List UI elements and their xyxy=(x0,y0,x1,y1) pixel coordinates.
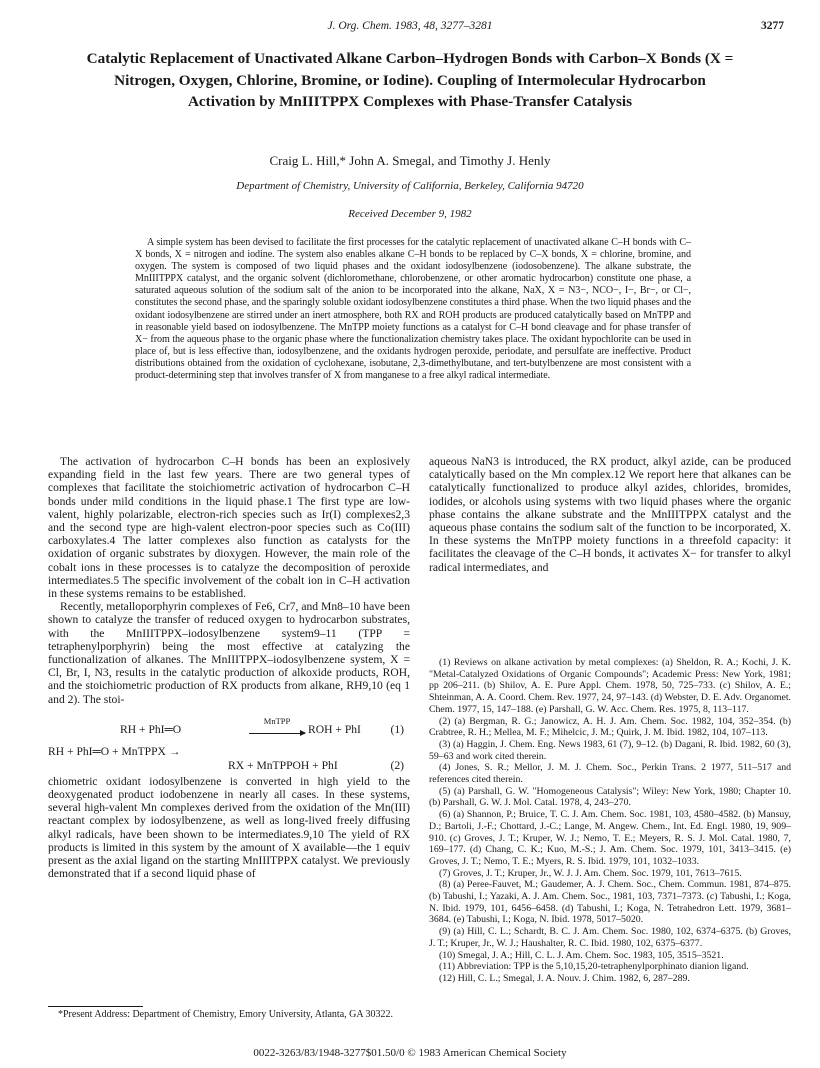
reaction-arrow xyxy=(249,715,305,734)
affiliation: Department of Chemistry, University of California, Berkeley, California 94720 xyxy=(236,180,584,192)
reference-item: (10) Smegal, J. A.; Hill, C. L. J. Am. Chem. Soc. 1983, 105, 3515–3521. xyxy=(439,949,724,961)
body-paragraph-1: The activation of hydrocarbon C–H bonds has been an explosively expanding field in the last few years. There are two general types of complexes that facilitate the stoichiometric activation of hydrocarbon C–H bonds under mild conditions in the liquid phase.1 The first type are low-valent, highly polarizable, electron-rich species such as Ir(I) complexes2,3 and the second type are high-valent electron-poor species such as Co(III) carboxylates.4 The latter complexes also function as catalysts for the oxidation of organic substrates by dioxygen. However, the main role of the cobalt ions in these processes is to catalyze the decomposition of peroxide intermediates.5 The specific involvement of the cobalt ion in C–H activation in these systems remains to be established. xyxy=(48,455,410,601)
equation-2-products: RX + MnTPPOH + PhI xyxy=(228,758,338,772)
equation-1-catalyst: MnTPP xyxy=(263,715,291,726)
reference-item: (9) (a) Hill, C. L.; Schardt, B. C. J. Am. Chem. Soc. 1980, 102, 6374–6375. (b) Groves, J. T.; Kruper, Jr., W. J.; Haushalter, R. C. Ibid. 1980, 102, 6375–6377. xyxy=(429,926,791,949)
equation-2-reactants: RH + PhI═O + MnTPPX → xyxy=(48,744,181,758)
reference-item: (1) Reviews on alkane activation by metal complexes: (a) Sheldon, R. A.; Kochi, J. K. "Metal-Catalyzed Oxidations of Organic Compounds"; Academic Press: New York, 1981; pp 206–211. (b) Shilov, A. E. Pure Appl. Chem. 1978, 50, 725–733. (c) Shilov, A. E.; Shteinman, A. A. Coord. Chem. Rev. 1977, 24, 97–143. (d) Webster, D. E. Adv. Organomet. Chem. 1977, 15, 147–188. (e) Parshall, G. W. Acc. Chem. Res. 1975, 8, 113–117. xyxy=(429,657,791,715)
equation-1-products: ROH + PhI xyxy=(308,722,361,736)
abstract: A simple system has been devised to facilitate the first processes for the catalytic replacement of unactivated alkane C–H bonds with C–X bonds, X = nitrogen and iodine. The system also enables alkane C–H bonds to be replaced by C–X bonds, X = chlorine, bromine, and oxygen. The system is composed of two liquid phases and the oxidant iodosylbenzene (iodosobenzene). The alkane substrate, the MnIIITPPX catalyst, and the organic solvent (dichloromethane, chlorobenzene, or other aromatic hydrocarbon) constitute one phase, a saturated aqueous solution of the sodium salt of the anion to be incorporated into the alkane, NaX, X = N3−, NCO−, I−, Br−, or Cl−, constitutes the second phase, and the sparingly soluble oxidant iodosylbenzene constitutes a third phase. When the two liquid phases and the oxidant iodosylbenzene are stirred under an inert atmosphere, both RX and ROH products are produced catalytically based on MnTPP and in reasonable yield based on iodosylbenzene. The MnTPP moiety functions as a catalyst for C–H bond cleavage and for phase transfer of X− from the aqueous phase to the organic phase where the functionalization chemistry takes place. The oxidant hypochlorite can be used in place of, but is less effective than, iodosylbenzene, and the oxidants hydrogen peroxide, periodate, and persulfate are ineffective. Product distributions obtained from the oxidation of cyclohexane, isobutane, 2,3-dimethylbutane, and tert-butylbenzene are most consistent with a product-determining step that involves transfer of X from manganese to a free alkyl radical intermediate. xyxy=(135,237,691,382)
reference-item: (12) Hill, C. L.; Smegal, J. A. Nouv. J. Chim. 1982, 6, 287–289. xyxy=(439,972,690,984)
reference-item: (3) (a) Haggin, J. Chem. Eng. News 1983, 61 (7), 9–12. (b) Dagani, R. Ibid. 1982, 60 (3), 59–63 and work cited therein. xyxy=(429,738,791,762)
author-list: Craig L. Hill,* John A. Smegal, and Timothy J. Henly xyxy=(269,153,551,168)
copyright-line: 0022-3263/83/1948-3277$01.50/0 © 1983 American Chemical Society xyxy=(253,1047,567,1059)
equation-1-reactants: RH + PhI═O xyxy=(120,722,182,736)
footnote-address: *Present Address: Department of Chemistry, Emory University, Atlanta, GA 30322. xyxy=(58,1009,394,1020)
body-paragraph-4: aqueous NaN3 is introduced, the RX product, alkyl azide, can be produced catalytically based on the Mn complex.12 We report here that alkanes can be catalytically functionalized to produce alkyl azides, chlorides, bromides, iodides, or alcohols using systems with two liquid phases where the organic phase contains the alkane substrate and the MnIIITPPX catalyst and the aqueous phase contains the sodium salt of the function to be incorporated, X. In these systems the MnTPP moiety functions in a threefold capacity: it facilitates the cleavage of the C–H bonds, it activates X− for transfer to alkyl radical intermediates, and xyxy=(429,455,791,574)
article-title: Catalytic Replacement of Unactivated Alkane Carbon–Hydrogen Bonds with Carbon–X Bonds (X = Nitrogen, Oxygen, Chlorine, Bromine, or Iodine). Coupling of Intermolecular Hydrocarbon Activation by MnIIITPPX Complexes with Phase-Transfer Catalysis xyxy=(86,50,734,110)
reference-item: (11) Abbreviation: TPP is the 5,10,15,20-tetraphenylporphinato dianion ligand. xyxy=(439,961,749,973)
footnote-rule xyxy=(48,1006,143,1007)
reference-item: (7) Groves, J. T.; Kruper, Jr., W. J. J. Am. Chem. Soc. 1979, 101, 7613–7615. xyxy=(439,867,742,879)
body-paragraph-2: Recently, metalloporphyrin complexes of Fe6, Cr7, and Mn8–10 have been shown to catalyze the transfer of reduced oxygen to hydrocarbon substrates, with the MnIIITPPX–iodosylbenzene system9–11 (TPP = tetraphenylporphyrin) being the most effective at catalyzing the functionalization of alkanes. The MnIIITPPX–iodosylbenzene system, X = Cl, Br, I, N3, results in the catalytic production of alkoxide products, ROH, and the stoichiometric production of RX products from alkane, RH9,10 (eq 1 and 2). The stoi- xyxy=(48,600,410,706)
reference-item: (8) (a) Peree-Fauvet, M.; Gaudemer, A. J. Chem. Soc., Chem. Commun. 1981, 874–875. (b) Tabushi, I.; Yazaki, A. J. Am. Chem. Soc., 1981, 103, 7371–7373. (c) Tabushi, I.; Koga, N. Ibid. 1979, 101, 6456–6458. (d) Tabushi, I.; Koga, N. Tetrahedron Lett. 1979, 3681–3684. (e) Tabushi, I.; Koga, N. Ibid. 1978, 5017–5020. xyxy=(429,879,791,926)
reference-list xyxy=(429,657,791,985)
equation-2-number: (2) xyxy=(390,758,404,772)
right-column xyxy=(429,455,791,574)
reference-item: (5) (a) Parshall, G. W. "Homogeneous Catalysis"; Wiley: New York, 1980; Chapter 10. (b) Parshall, G. W. J. Mol. Catal. 1978, 4, 243–270. xyxy=(429,785,791,809)
left-column xyxy=(48,455,410,880)
running-head xyxy=(0,20,820,38)
equation-1 xyxy=(48,708,410,744)
journal-citation: J. Org. Chem. 1983, 48, 3277–3281 xyxy=(327,20,493,32)
page-number: 3277 xyxy=(761,20,784,32)
reference-item: (4) Jones, S. R.; Mellor, J. M. J. Chem. Soc., Perkin Trans. 2 1977, 511–517 and references cited therein. xyxy=(429,762,791,786)
arrow-shaft xyxy=(249,733,305,734)
reference-item: (6) (a) Shannon, P.; Bruice, T. C. J. Am. Chem. Soc. 1981, 103, 4580–4582. (b) Mansuy, D.; Bartoli, J.-F.; Chottard, J.-C.; Lange, M. Angew. Chem., Int. Ed. Engl. 1980, 19, 909–910. (c) Groves, J. T.; Kruper, W. J.; Nemo, T. E.; Meyers, R. S. J. Mol. Catal. 1980, 7, 169–177. (d) Chang, C. K.; Kuo, M.-S.; J. Am. Chem. Soc. 1979, 101, 3413–3415. (e) Groves, J. T.; Nemo, T. E.; Myers, R. S. Ibid. 1979, 101, 1032–1033. xyxy=(429,809,791,867)
body-paragraph-3: chiometric oxidant iodosylbenzene is converted in high yield to the deoxygenated product iodobenzene in nearly all cases. In these systems, several high-valent Mn complexes derived from the oxidation of the Mn(III) reactant complex by iodosylbenzene, as well as long-lived freely diffusing alkyl radicals, have been shown to be intermediates.9,10 The yield of RX products is limited in this system by the amount of X available—the 1 equiv present as the axial ligand on the starting MnIIITPPX catalyst. We previously demonstrated that if a second liquid phase of xyxy=(48,774,410,881)
reference-item: (2) (a) Bergman, R. G.; Janowicz, A. H. J. Am. Chem. Soc. 1982, 104, 352–354. (b) Crabtree, R. H.; Mellea, M. F.; Mihelcic, J. M.; Quirk, J. M. Ibid. 1982, 104, 107–113. xyxy=(429,715,791,739)
equation-2 xyxy=(48,745,410,773)
received-date: Received December 9, 1982 xyxy=(348,208,472,220)
equation-1-number: (1) xyxy=(390,722,404,736)
